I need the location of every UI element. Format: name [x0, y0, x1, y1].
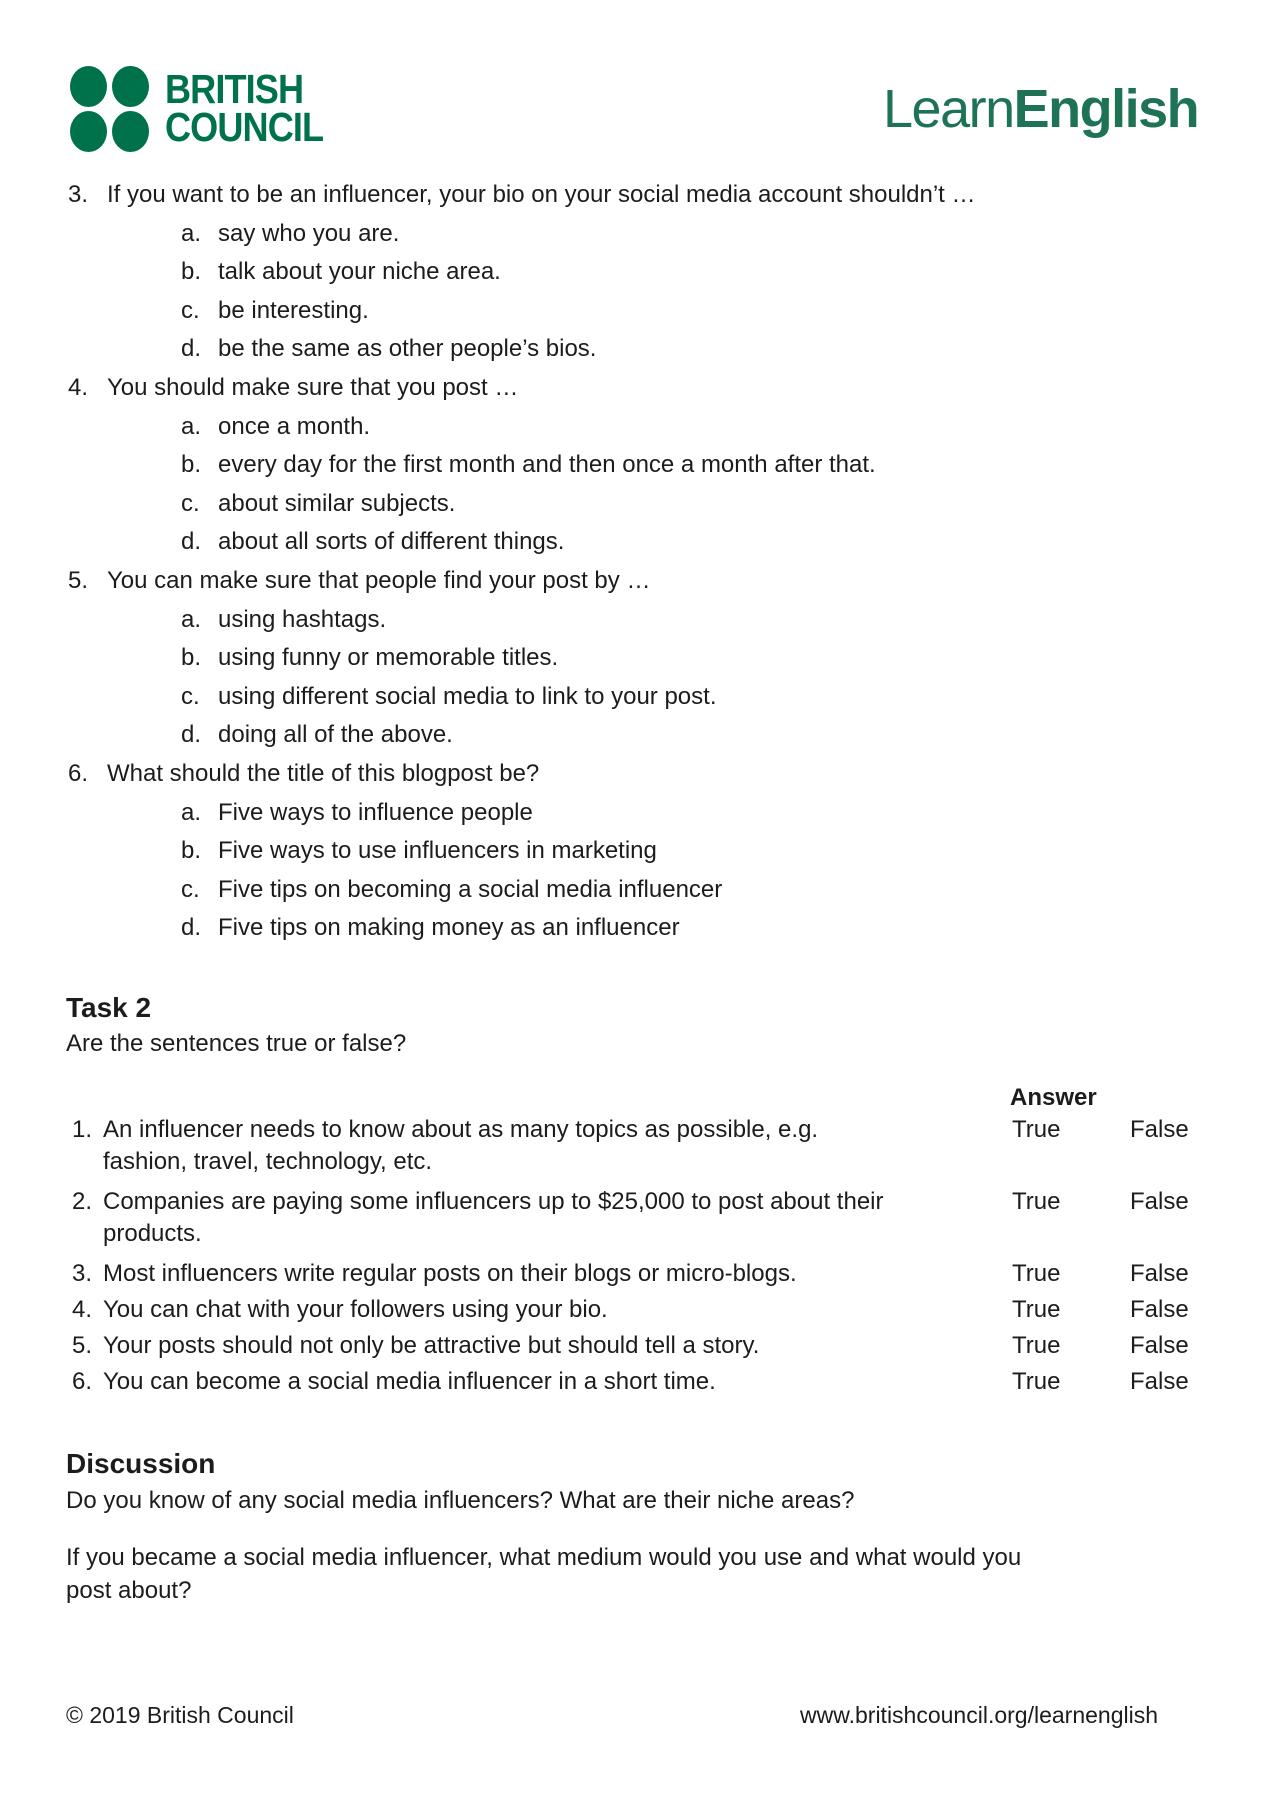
logo-dot-icon: [70, 66, 107, 107]
option-letter: c.: [181, 489, 200, 517]
option-row-3a[interactable]: [0, 215, 1233, 254]
option-letter: b.: [181, 644, 202, 672]
footer-url-link[interactable]: www.britishcouncil.org/learnenglish: [800, 1702, 1158, 1728]
false-option[interactable]: False: [1130, 1332, 1189, 1359]
discussion-question-1: Do you know of any social media influencers? What are their niche areas?: [66, 1487, 855, 1514]
option-row-3b[interactable]: [0, 253, 1233, 292]
option-letter: a.: [181, 412, 202, 440]
true-option[interactable]: True: [1012, 1368, 1061, 1395]
option-letter: b.: [181, 451, 202, 479]
option-text: Five tips on making money as an influencer: [218, 914, 680, 942]
option-row-5b[interactable]: [0, 639, 1233, 678]
option-letter: a.: [181, 219, 202, 247]
option-row-6d[interactable]: [0, 909, 1233, 948]
option-row-4c[interactable]: [0, 485, 1233, 524]
learnenglish-logo-learn: Learn: [883, 79, 1014, 139]
option-letter: a.: [181, 798, 202, 826]
task2-title: Task 2: [66, 992, 152, 1023]
statement-number: 5.: [72, 1332, 93, 1359]
option-row-5c[interactable]: [0, 678, 1233, 717]
option-text: be interesting.: [218, 296, 369, 324]
question-number: 6.: [68, 759, 89, 787]
false-option[interactable]: False: [1130, 1368, 1189, 1395]
option-text: about similar subjects.: [218, 489, 456, 517]
option-letter: d.: [181, 528, 202, 556]
option-text: Five tips on becoming a social media influencer: [218, 875, 723, 903]
question-number: 5.: [68, 566, 89, 594]
option-text: about all sorts of different things.: [218, 528, 565, 556]
question-row-5: [0, 562, 1233, 601]
task1-multiple-choice: [0, 176, 1233, 948]
true-option[interactable]: True: [1012, 1332, 1061, 1359]
discussion-question-2: If you became a social media influencer, what medium would you use and what would you post about?: [66, 1544, 1022, 1604]
learnenglish-logo: [883, 79, 1199, 139]
statement-number: 4.: [72, 1296, 93, 1323]
option-letter: d.: [181, 914, 202, 942]
statement-text: You can become a social media influencer in a short time.: [103, 1368, 716, 1395]
option-letter: d.: [181, 335, 202, 363]
answer-column-header: Answer: [1010, 1084, 1097, 1111]
footer-copyright: © 2019 British Council: [66, 1702, 294, 1728]
false-option[interactable]: False: [1130, 1260, 1189, 1287]
option-row-5d[interactable]: [0, 716, 1233, 755]
option-text: doing all of the above.: [218, 721, 453, 749]
option-text: using hashtags.: [218, 605, 387, 633]
option-text: talk about your niche area.: [218, 258, 501, 286]
option-row-6a[interactable]: [0, 794, 1233, 833]
question-text: If you want to be an influencer, your bio on your social media account shouldn’t …: [107, 181, 976, 208]
task2-instruction: Are the sentences true or false?: [66, 1030, 407, 1057]
false-option[interactable]: False: [1130, 1116, 1189, 1143]
option-text: say who you are.: [218, 219, 400, 247]
learnenglish-logo-english: English: [1013, 79, 1199, 139]
question-row-3: [0, 176, 1233, 215]
question-row-6: [0, 755, 1233, 794]
true-option[interactable]: True: [1012, 1296, 1061, 1323]
logo-dot-icon: [70, 111, 107, 152]
option-row-4d[interactable]: [0, 523, 1233, 562]
statement-number: 1.: [72, 1116, 93, 1143]
option-letter: c.: [181, 875, 200, 903]
false-option[interactable]: False: [1130, 1296, 1189, 1323]
true-option[interactable]: True: [1012, 1260, 1061, 1287]
question-number: 3.: [68, 181, 89, 208]
statement-text: Most influencers write regular posts on their blogs or micro-blogs.: [103, 1260, 797, 1287]
option-letter: b.: [181, 258, 202, 286]
statement-text: You can chat with your followers using your bio.: [103, 1296, 608, 1323]
option-row-4b[interactable]: [0, 446, 1233, 485]
option-text: Five ways to influence people: [218, 798, 533, 826]
true-option[interactable]: True: [1012, 1188, 1061, 1215]
option-row-4a[interactable]: [0, 408, 1233, 447]
option-text: every day for the first month and then once a month after that.: [218, 451, 876, 479]
logo-line2: COUNCIL: [165, 104, 324, 150]
option-letter: c.: [181, 296, 200, 324]
question-text: What should the title of this blogpost be?: [107, 759, 540, 787]
option-text: Five ways to use influencers in marketing: [218, 837, 657, 865]
british-council-logo: [70, 66, 345, 152]
false-option[interactable]: False: [1130, 1188, 1189, 1215]
statement-text: Companies are paying some influencers up to $25,000 to post about their products.: [103, 1188, 884, 1247]
statement-text: An influencer needs to know about as many topics as possible, e.g. fashion, travel, technology, etc.: [103, 1116, 819, 1175]
logo-dots-icon: [70, 66, 149, 152]
statement-number: 2.: [72, 1188, 93, 1215]
statement-number: 3.: [72, 1260, 93, 1287]
statement-text: Your posts should not only be attractive but should tell a story.: [103, 1332, 760, 1359]
option-row-6b[interactable]: [0, 832, 1233, 871]
option-text: once a month.: [218, 412, 371, 440]
statement-number: 6.: [72, 1368, 93, 1395]
question-text: You can make sure that people find your post by …: [107, 566, 651, 594]
option-row-5a[interactable]: [0, 601, 1233, 640]
discussion-title: Discussion: [66, 1448, 216, 1479]
logo-dot-icon: [112, 111, 149, 152]
question-number: 4.: [68, 373, 89, 401]
logo-line1: BRITISH: [165, 66, 304, 112]
option-letter: c.: [181, 682, 200, 710]
question-row-4: [0, 369, 1233, 408]
option-text: using different social media to link to your post.: [218, 682, 717, 710]
question-text: You should make sure that you post …: [107, 373, 519, 401]
true-option[interactable]: True: [1012, 1116, 1061, 1143]
option-text: using funny or memorable titles.: [218, 644, 559, 672]
option-row-6c[interactable]: [0, 871, 1233, 910]
option-row-3c[interactable]: [0, 292, 1233, 331]
option-letter: b.: [181, 837, 202, 865]
british-council-logotype: [165, 66, 324, 152]
option-letter: a.: [181, 605, 202, 633]
option-row-3d[interactable]: [0, 330, 1233, 369]
option-text: be the same as other people’s bios.: [218, 335, 597, 363]
logo-dot-icon: [112, 66, 149, 107]
option-letter: d.: [181, 721, 202, 749]
